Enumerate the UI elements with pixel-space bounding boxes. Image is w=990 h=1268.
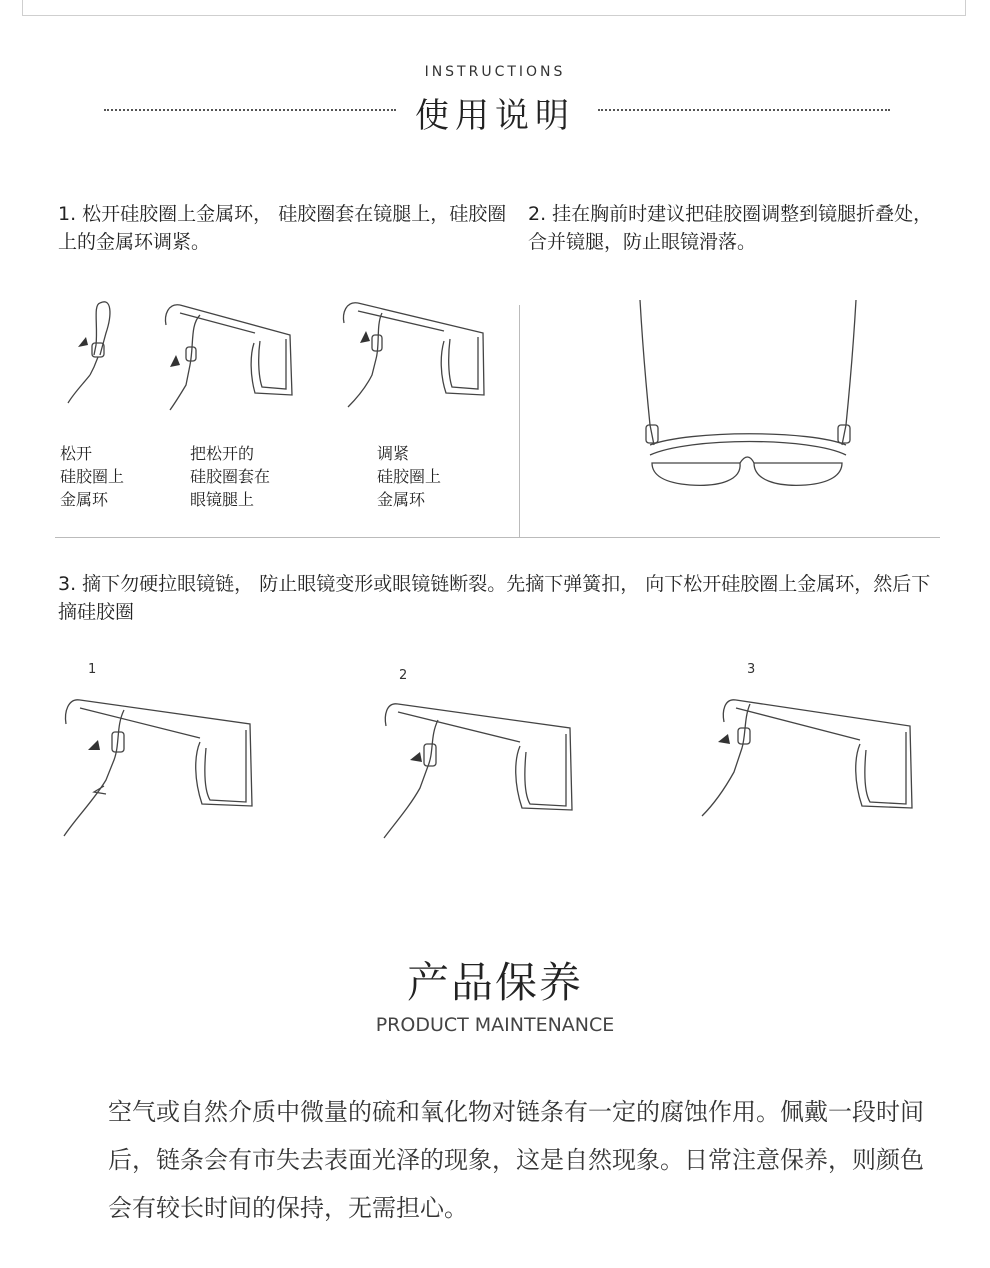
step3-glasses-illustration-3 (700, 690, 915, 840)
vertical-divider (519, 305, 520, 537)
horizontal-divider (55, 537, 940, 538)
step1-loop-illustration (60, 295, 130, 415)
step1-glasses-illustration-3 (338, 295, 488, 415)
arrow-icon (410, 752, 422, 762)
step2-text: 2. 挂在胸前时建议把硅胶圈调整到镜腿折叠处，合并镜腿，防止眼镜滑落。 (528, 203, 933, 253)
top-frame (22, 0, 966, 16)
step3-glasses-illustration-2 (380, 690, 580, 840)
dotted-line-right (598, 109, 890, 111)
step1-caption-2: 把松开的 硅胶圈套在 眼镜腿上 (190, 444, 271, 509)
arrow-icon (170, 355, 180, 367)
step3-glasses-illustration-1 (60, 690, 260, 840)
instructions-en-title: INSTRUCTIONS (424, 64, 566, 80)
step1-glasses-illustration-2 (160, 295, 300, 415)
step1-text: 1. 松开硅胶圈上金属环， 硅胶圈套在镜腿上，硅胶圈上的金属环调紧。 (58, 203, 507, 253)
step1-caption-3: 调紧 硅胶圈上 金属环 (377, 444, 442, 509)
instructions-title-row (0, 88, 990, 138)
maintenance-body: 空气或自然介质中微量的硫和氧化物对链条有一定的腐蚀作用。佩戴一段时间后，链条会有市失去表面光泽的现象，这是自然现象。日常注意保养，则颜色会有较长时间的保持，无需担心。 (108, 1098, 924, 1222)
step1-caption-1: 松开 硅胶圈上 金属环 (60, 444, 125, 509)
maintenance-en-title: PRODUCT MAINTENANCE (375, 1014, 615, 1036)
instructions-cn-title: 使用说明 (415, 96, 575, 136)
maintenance-cn-title: 产品保养 (406, 958, 583, 1007)
step2-folded-glasses-illustration (630, 295, 870, 495)
arrow-icon (360, 331, 370, 343)
arrow-icon (718, 734, 730, 744)
step3-number-1: 1 (88, 662, 97, 677)
step3-number-2: 2 (399, 668, 408, 683)
step3-text: 3. 摘下勿硬拉眼镜链， 防止眼镜变形或眼镜链断裂。先摘下弹簧扣， 向下松开硅胶圈上金属环，然后下摘硅胶圈 (58, 573, 931, 623)
arrow-icon (78, 337, 88, 347)
step3-number-3: 3 (747, 662, 756, 677)
arrow-icon (88, 740, 100, 750)
